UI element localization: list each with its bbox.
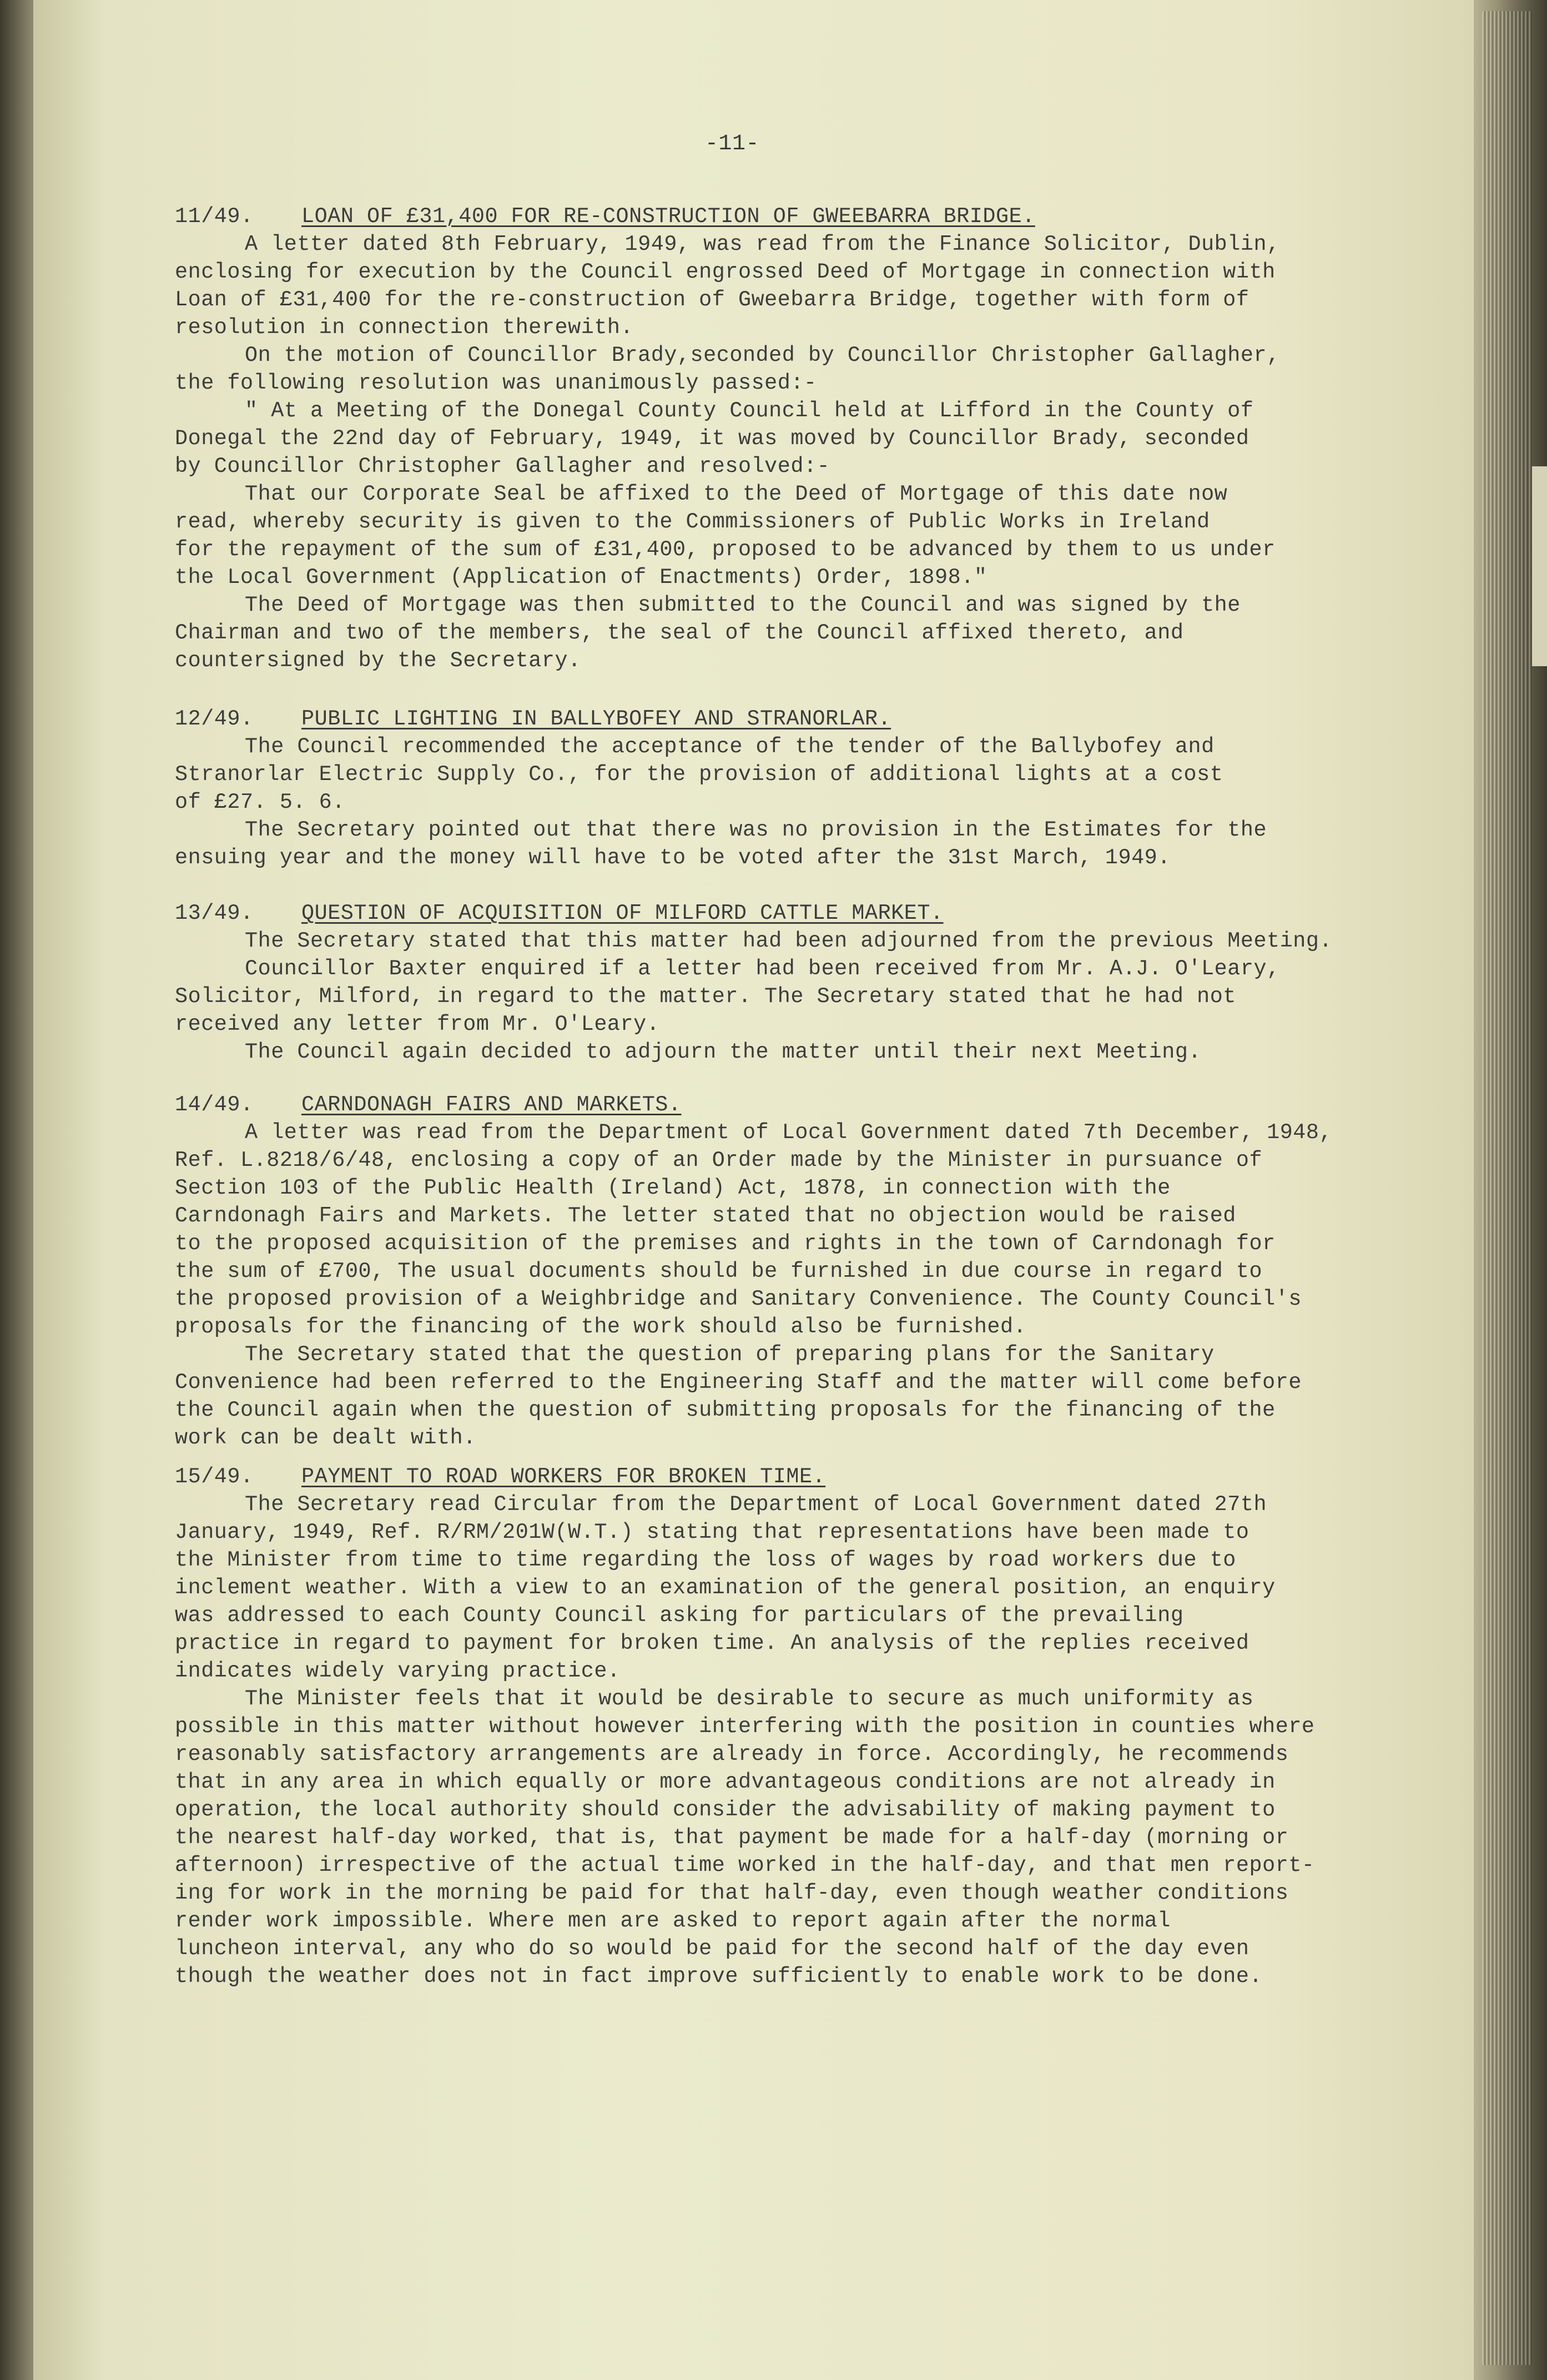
- minute-section-15-49: [175, 1463, 1413, 1990]
- section-title: QUESTION OF ACQUISITION OF MILFORD CATTLE MARKET.: [301, 901, 944, 925]
- section-heading: [175, 203, 1413, 230]
- section-number: 15/49.: [175, 1465, 254, 1489]
- paragraph: The Minister feels that it would be desirable to secure as much uniformity as possible in this matter without however interfering with the position in counties where reasonably satisfactory arrangements are already in force. Accordingly, he recommends that in any area in which equally or more advantageous conditions are not already in operation, the local authority should consider the advisability of making payment to the nearest half-day worked, that is, that payment be made for a half-day (morning or afternoon) irrespective of the actual time worked in the half-day, and that men report- ing for work in the morning be paid for that half-day, even though weather conditions render work impossible. Where men are asked to report again after the normal luncheon interval, any who do so would be paid for the second half of the day even though the weather does not in fact improve sufficiently to enable work to be done.: [175, 1687, 1315, 1989]
- section-number: 12/49.: [175, 707, 254, 731]
- section-heading: [175, 1091, 1413, 1119]
- minute-section-13-49: [175, 899, 1413, 1066]
- paragraph: On the motion of Councillor Brady,seconded by Councillor Christopher Gallagher, the following resolution was unanimously passed:-: [175, 343, 1280, 395]
- section-heading: [175, 705, 1413, 733]
- paragraph: The Council recommended the acceptance of the tender of the Ballybofey and Stranorlar Electric Supply Co., for the provision of additional lights at a cost of £27. 5. 6.: [175, 734, 1223, 814]
- paragraph: Councillor Baxter enquired if a letter had been received from Mr. A.J. O'Leary, Solicitor, Milford, in regard to the matter. The Secretary stated that he had not received any letter from Mr. O'Leary.: [175, 957, 1280, 1036]
- paragraph: A letter dated 8th February, 1949, was read from the Finance Solicitor, Dublin, enclosing for execution by the Council engrossed Deed of Mortgage in connection with Loan of £31,400 for the re-construction of Gweebarra Bridge, together with form of resolution in connection therewith.: [175, 232, 1280, 340]
- page-edge-lines: [1482, 11, 1532, 2365]
- page-number: -11-: [705, 132, 760, 157]
- paragraph: The Secretary stated that the question of preparing plans for the Sanitary Convenience had been referred to the Engineering Staff and the matter will come before the Council again when the question of submitting proposals for the financing of the work can be dealt with.: [175, 1342, 1302, 1450]
- section-heading: [175, 1463, 1413, 1491]
- paragraph: The Deed of Mortgage was then submitted to the Council and was signed by the Chairman and two of the members, the seal of the Council affixed thereto, and countersigned by the Secretary.: [175, 593, 1241, 673]
- paragraph: That our Corporate Seal be affixed to the Deed of Mortgage of this date now read, whereby security is given to the Commissioners of Public Works in Ireland for the repayment of the sum of £31,400, proposed to be advanced by them to us under the Local Government (Application of Enactments) Order, 1898.": [175, 482, 1276, 590]
- paragraph: " At a Meeting of the Donegal County Council held at Lifford in the County of Donegal the 22nd day of February, 1949, it was moved by Councillor Brady, seconded by Councillor Christopher Gallagher and resolved:-: [175, 399, 1254, 479]
- paragraph: The Secretary read Circular from the Department of Local Government dated 27th January, 1949, Ref. R/RM/201W(W.T.) stating that representations have been made to the Minister from time to time regarding the loss of wages by road workers due to inclement weather. With a view to an examination of the general position, an enquiry was addressed to each County Council asking for particulars of the prevailing practice in regard to payment for broken time. An analysis of the replies received indicates widely varying practice.: [175, 1492, 1276, 1683]
- section-title: PAYMENT TO ROAD WORKERS FOR BROKEN TIME.: [301, 1465, 826, 1489]
- minute-section-11-49: [175, 203, 1413, 675]
- section-title: LOAN OF £31,400 FOR RE-CONSTRUCTION OF GWEEBARRA BRIDGE.: [301, 204, 1035, 229]
- section-title: CARNDONAGH FAIRS AND MARKETS.: [301, 1093, 682, 1117]
- minute-section-14-49: [175, 1091, 1413, 1452]
- section-title: PUBLIC LIGHTING IN BALLYBOFEY AND STRANORLAR.: [301, 707, 891, 731]
- section-number: 14/49.: [175, 1093, 254, 1117]
- section-number: 13/49.: [175, 901, 254, 925]
- paragraph: The Council again decided to adjourn the matter until their next Meeting.: [245, 1040, 1202, 1064]
- binding-shadow: [0, 0, 33, 2380]
- section-heading: [175, 899, 1413, 927]
- section-number: 11/49.: [175, 204, 254, 229]
- paragraph: The Secretary pointed out that there was no provision in the Estimates for the ensuing year and the money will have to be voted after the 31st March, 1949.: [175, 818, 1267, 870]
- margin-tab: [1532, 466, 1547, 666]
- paragraph: A letter was read from the Department of Local Government dated 7th December, 1948, Ref. L.8218/6/48, enclosing a copy of an Order made by the Minister in pursuance of Section 103 of the Public Health (Ireland) Act, 1878, in connection with the Carndonagh Fairs and Markets. The letter stated that no objection would be raised to the proposed acquisition of the premises and rights in the town of Carndonagh for the sum of £700, The usual documents should be furnished in due course in regard to the proposed provision of a Weighbridge and Sanitary Convenience. The County Council's proposals for the financing of the work should also be furnished.: [175, 1120, 1333, 1339]
- minute-section-12-49: [175, 705, 1413, 872]
- paragraph: The Secretary stated that this matter had been adjourned from the previous Meeting.: [245, 929, 1333, 953]
